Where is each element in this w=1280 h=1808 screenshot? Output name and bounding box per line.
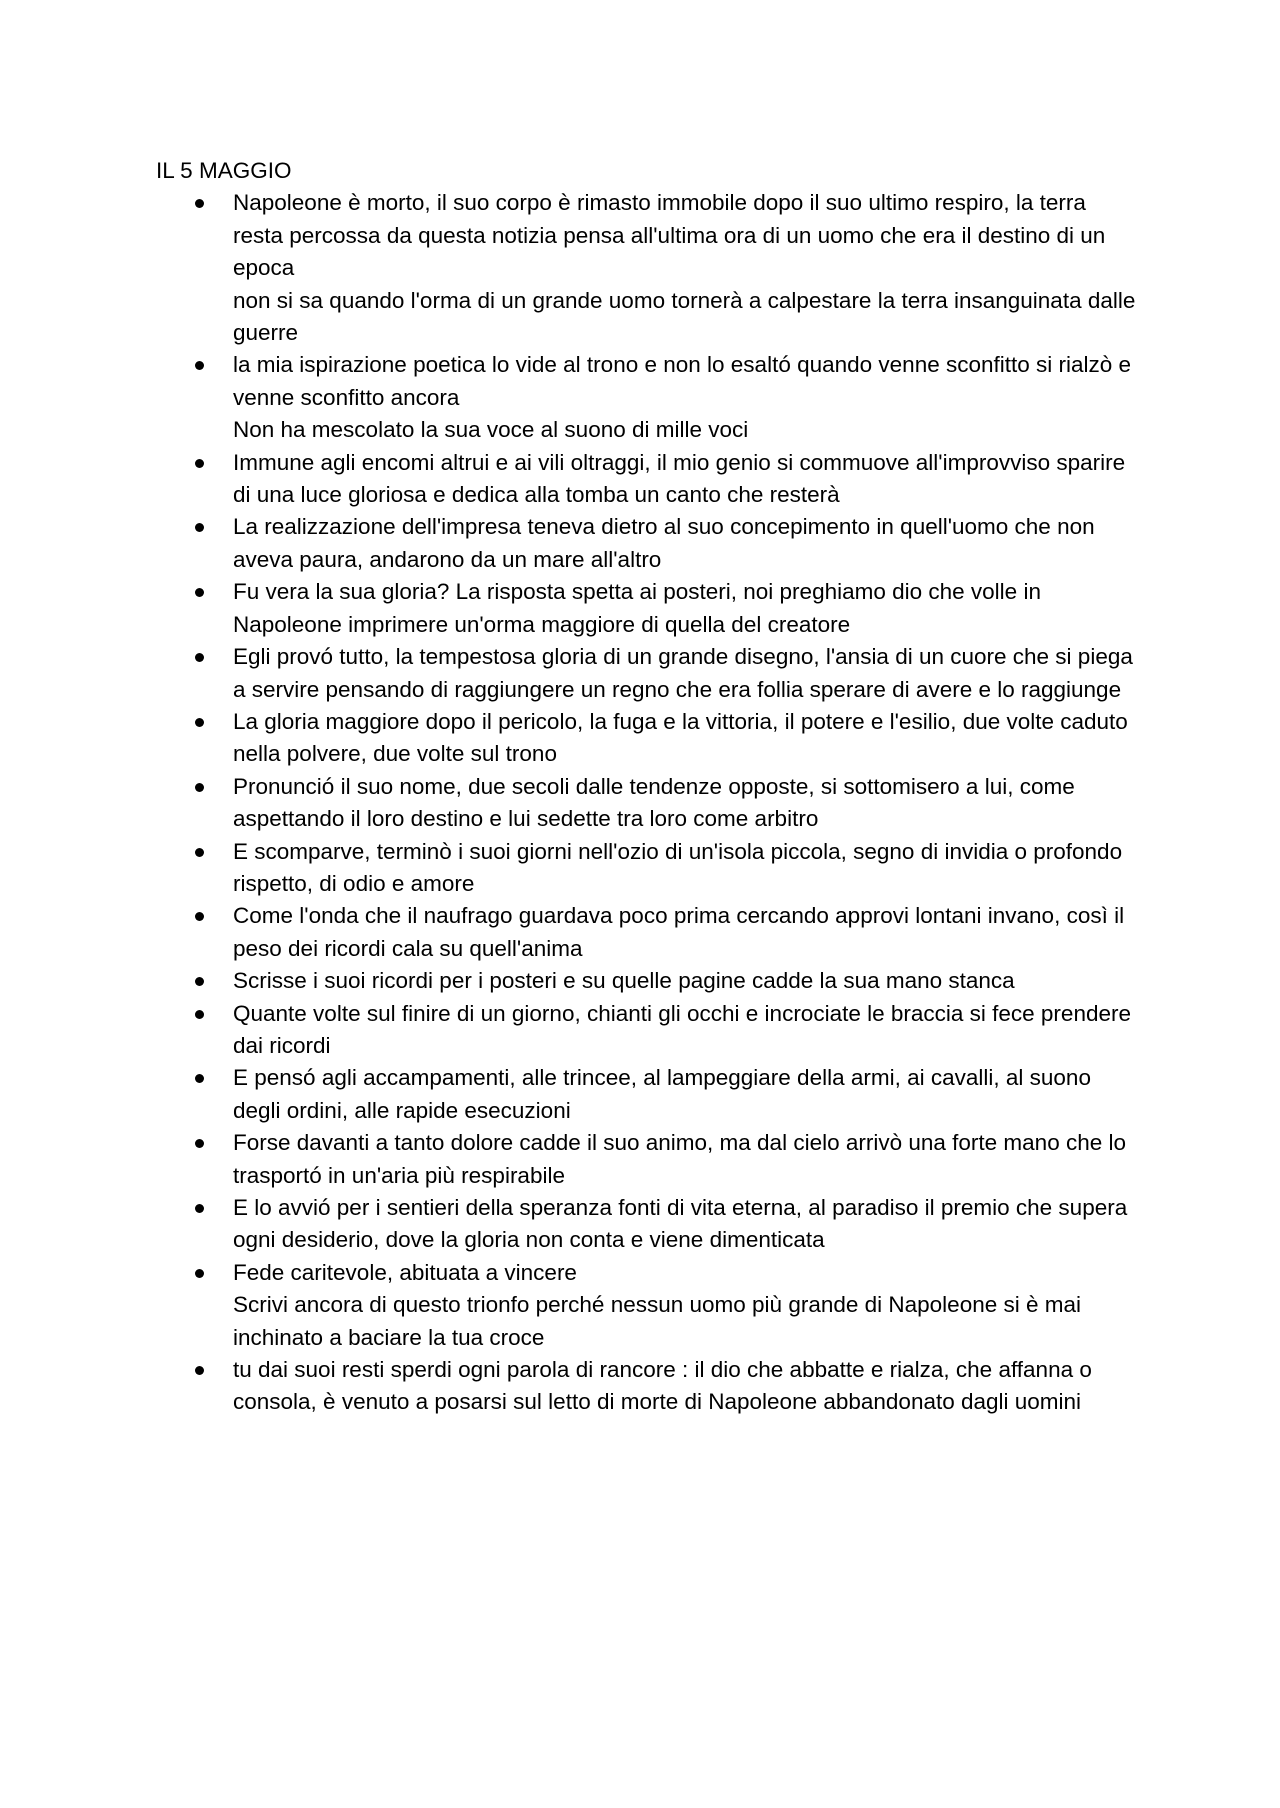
bullet-icon — [195, 1192, 209, 1224]
list-item — [233, 706, 1136, 771]
list-item-text: Come l'onda che il naufrago guardava poco prima cercando approvi lontani invano, così il peso dei ricordi cala su quell'anima — [233, 903, 1125, 961]
bullet-icon — [195, 511, 209, 543]
bullet-icon — [195, 900, 209, 932]
list-item-text: non si sa quando l'orma di un grande uomo tornerà a calpestare la terra insanguinata dalle guerre — [233, 287, 1136, 346]
list-item-text: E lo avvió per i sentieri della speranza fonti di vita eterna, al paradiso il premio che supera ogni desiderio, dove la gloria non conta e viene dimenticata — [233, 1195, 1128, 1253]
bullet-icon — [195, 1062, 209, 1094]
bullet-list — [156, 187, 1136, 1418]
list-item-text: Scrivi ancora di questo trionfo perché nessun uomo più grande di Napoleone si è mai inchinato a baciare la tua croce — [233, 1292, 1082, 1350]
list-item-text: La gloria maggiore dopo il pericolo, la fuga e la vittoria, il potere e l'esilio, due volte caduto nella polvere, due volte sul trono — [233, 708, 1128, 767]
bullet-icon — [195, 836, 209, 868]
bullet-icon — [195, 1354, 209, 1386]
document-title: IL 5 MAGGIO — [156, 158, 292, 183]
list-item — [233, 998, 1136, 1063]
list-item-text: Forse davanti a tanto dolore cadde il suo animo, ma dal cielo arrivò una forte mano che lo trasportó in un'aria più respirabile — [233, 1130, 1127, 1188]
list-item-text: La realizzazione dell'impresa teneva dietro al suo concepimento in quell'uomo che non aveva paura, andarono da un mare all'altro — [233, 514, 1095, 572]
bullet-icon — [195, 187, 209, 219]
bullet-icon — [195, 641, 209, 673]
list-item-text: E scomparve, terminò i suoi giorni nell'ozio di un'isola piccola, segno di invidia o profondo rispetto, di odio e amore — [233, 838, 1123, 896]
list-item — [233, 1354, 1136, 1419]
bullet-icon — [195, 771, 209, 803]
list-item-text: tu dai suoi resti sperdi ogni parola di rancore : il dio che abbatte e rialza, che affanna o consola, è venuto a posarsi sul letto di morte di Napoleone abbandonato dagli uomini — [233, 1357, 1092, 1415]
list-item — [233, 576, 1136, 641]
list-item — [233, 836, 1136, 901]
list-item — [233, 349, 1136, 446]
bullet-icon — [195, 576, 209, 608]
list-item-text: Napoleone è morto, il suo corpo è rimasto immobile dopo il suo ultimo respiro, la terra resta percossa da questa notizia pensa all'ultima ora di un uomo che era il destino di un epoca — [233, 190, 1106, 281]
list-item-text: la mia ispirazione poetica lo vide al trono e non lo esaltó quando venne sconfitto si rialzò e venne sconfitto ancora — [233, 352, 1132, 410]
list-item — [233, 1127, 1136, 1192]
bullet-icon — [195, 706, 209, 738]
list-item-text: Non ha mescolato la sua voce al suono di mille voci — [233, 417, 749, 443]
list-item — [233, 900, 1136, 965]
list-item-text: Fu vera la sua gloria? La risposta spetta ai posteri, noi preghiamo dio che volle in Napoleone imprimere un'orma maggiore di quella del creatore — [233, 579, 1041, 637]
list-item-text: Egli provó tutto, la tempestosa gloria di un grande disegno, l'ansia di un cuore che si piega a servire pensando di raggiungere un regno che era follia sperare di avere e lo raggiunge — [233, 644, 1133, 702]
list-item — [233, 1257, 1136, 1354]
bullet-icon — [195, 965, 209, 997]
list-item — [233, 965, 1136, 997]
list-item-text: Pronunció il suo nome, due secoli dalle tendenze opposte, si sottomisero a lui, come aspettando il loro destino e lui sedette tra loro come arbitro — [233, 773, 1075, 832]
bullet-icon — [195, 349, 209, 381]
list-item — [233, 641, 1136, 706]
list-item — [233, 511, 1136, 576]
list-item — [233, 1062, 1136, 1127]
document-body — [156, 155, 1136, 1419]
list-item — [233, 1192, 1136, 1257]
list-item-text: Scrisse i suoi ricordi per i posteri e su quelle pagine cadde la sua mano stanca — [233, 968, 1015, 994]
list-item-text: Immune agli encomi altrui e ai vili oltraggi, il mio genio si commuove all'improvviso sparire di una luce gloriosa e dedica alla tomba un canto che resterà — [233, 449, 1126, 508]
bullet-icon — [195, 1127, 209, 1159]
list-item — [233, 771, 1136, 836]
bullet-icon — [195, 447, 209, 479]
list-item-text: Quante volte sul finire di un giorno, chianti gli occhi e incrociate le braccia si fece prendere dai ricordi — [233, 1000, 1131, 1058]
bullet-icon — [195, 1257, 209, 1289]
list-item — [233, 187, 1136, 349]
bullet-icon — [195, 998, 209, 1030]
list-item — [233, 447, 1136, 512]
list-item-text: Fede caritevole, abituata a vincere — [233, 1259, 577, 1285]
list-item-text: E pensó agli accampamenti, alle trincee, al lampeggiare della armi, ai cavalli, al suono degli ordini, alle rapide esecuzioni — [233, 1065, 1091, 1123]
